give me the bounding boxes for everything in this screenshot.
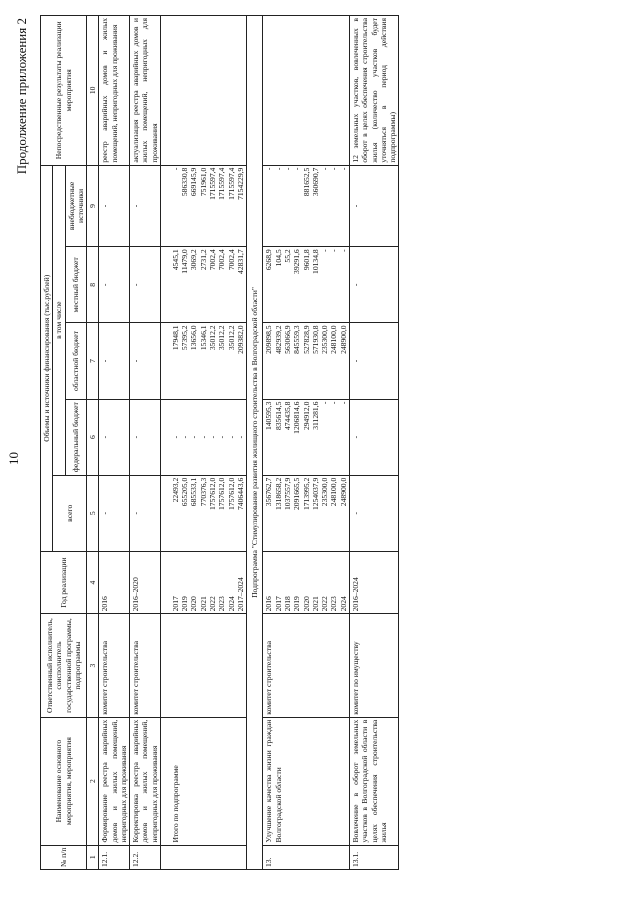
cell-value: 248100,0 (329, 477, 339, 507)
cell-value: 248900,0 (338, 325, 348, 354)
row-executor: комитет строительства (99, 614, 130, 717)
row-federal: - (130, 399, 161, 475)
cell-value: 6268,9 (264, 249, 274, 271)
cell-value: 248900,0 (338, 477, 348, 507)
cell-value: 55,2 (282, 249, 292, 263)
row-local: - (130, 247, 161, 323)
hdr-name: Наименование основного мероприятия, мероприятия (41, 717, 87, 845)
hdr-inclusive: в том числе (53, 165, 65, 475)
subtotal-federal (160, 399, 246, 475)
cell-value: - (329, 167, 339, 171)
cell-value: 1713995,2 (301, 477, 311, 510)
row-result: 12 земельных участков, вовлеченных в оборот в целях обеспечения строительства жилья (количество участков будет уточняться в период действия подпрограммы) (350, 16, 399, 166)
cell-value: 1757612,0 (207, 477, 217, 510)
program-table (40, 15, 399, 870)
cell-value: 11479,0 (180, 249, 190, 274)
hdr-funding: Объемы и источники финансирования (тыс.рублей) (41, 165, 53, 551)
cell-value: 235300,0 (320, 325, 330, 354)
cell-value: 751961,0 (198, 167, 208, 197)
cell-value: 2017 (170, 596, 180, 612)
row-year: 2016 (99, 551, 130, 614)
cell-value: 360690,7 (310, 167, 320, 197)
col-num-2: 2 (87, 717, 99, 845)
row-name: Формирование реестра аварийных домов и жилых помещений, непригодных для проживания (99, 717, 130, 845)
table-row (350, 16, 399, 870)
cell-value: 35012,2 (226, 325, 236, 351)
cell-value: 2023 (217, 596, 227, 612)
row-year: 2016–2020 (130, 551, 161, 614)
cell-value: - (338, 167, 348, 171)
hdr-executor: Ответственный исполнитель, соисполнитель государственной программы, подпрограммы (41, 614, 87, 717)
cell-value: 7002,4 (207, 249, 217, 271)
cell-value: - (189, 435, 199, 439)
hdr-total: всего (53, 475, 87, 551)
cell-value: 39291,6 (292, 249, 302, 274)
cell-value: 7002,4 (217, 249, 227, 271)
cell-value: - (273, 167, 283, 171)
row-year: 2016–2024 (350, 551, 399, 614)
hdr-local: местный бюджет (65, 247, 87, 323)
hdr-extra: внебюджетные источники (65, 165, 87, 247)
cell-value: - (264, 167, 274, 171)
subtotal-years (160, 551, 246, 614)
cell-value: 2016 (264, 596, 274, 612)
cell-value: - (198, 435, 208, 439)
cell-value: 7002,4 (226, 249, 236, 271)
cell-value: - (338, 401, 348, 405)
col-num-5: 5 (87, 475, 99, 551)
row-extra: - (99, 165, 130, 247)
cell-value: 15346,1 (198, 325, 208, 351)
cell-value: 1318658,2 (273, 477, 283, 510)
cell-value: 2018 (282, 596, 292, 612)
row-regional: - (350, 323, 399, 399)
row-executor: комитет по имуществу (350, 614, 399, 717)
cell-value: 685533,1 (189, 477, 199, 507)
subtotal-local (160, 247, 246, 323)
cell-value: 1715597,4 (217, 167, 227, 200)
cell-value: 1037557,9 (282, 477, 292, 510)
row13-federal (263, 399, 350, 475)
row-num: 12.1. (99, 845, 130, 869)
cell-value: 2091665,5 (292, 477, 302, 510)
col-num-6: 6 (87, 399, 99, 475)
cell-value: 845559,3 (292, 325, 302, 354)
row-total: - (350, 475, 399, 551)
col-num-9: 9 (87, 165, 99, 247)
table-row (99, 16, 130, 870)
row-num: 12.2. (130, 845, 161, 869)
cell-value: 235300,0 (320, 477, 330, 507)
page-number: 10 (6, 452, 21, 465)
cell-value: - (320, 401, 330, 405)
subprogram-row (247, 16, 263, 870)
cell-value: 311281,6 (310, 401, 320, 430)
cell-value: - (292, 167, 302, 171)
subtotal-total (160, 475, 246, 551)
row13-total (263, 475, 350, 551)
cell-value: 13656,0 (189, 325, 199, 351)
row-local: - (99, 247, 130, 323)
subtotal-extra (160, 165, 246, 247)
subtotal-row (160, 16, 246, 870)
cell-value: 209382,0 (235, 325, 245, 354)
subtotal-regional (160, 323, 246, 399)
cell-value: - (329, 249, 339, 252)
cell-value: 2021 (198, 596, 208, 612)
cell-value: 527828,9 (301, 325, 311, 354)
row13-years (263, 551, 350, 614)
cell-value: 1715597,4 (207, 167, 217, 200)
cell-value: 7406443,6 (235, 477, 245, 510)
cell-value: - (320, 167, 330, 171)
col-num-8: 8 (87, 247, 99, 323)
cell-value: 1757612,0 (226, 477, 236, 510)
row-extra: - (350, 165, 399, 247)
cell-value: 474435,8 (282, 401, 292, 431)
cell-value: 10134,8 (310, 249, 320, 274)
row-federal: - (350, 399, 399, 475)
col-num-3: 3 (87, 614, 99, 717)
cell-value: 1757612,0 (217, 477, 227, 510)
cell-value: 2017–2024 (235, 577, 245, 612)
cell-value: - (235, 435, 245, 439)
cell-value: 2024 (338, 596, 348, 612)
row-result: актуализация реестра аварийных домов и жилых помещений, непригодных для проживания (130, 16, 161, 166)
cell-value: 1715597,4 (226, 167, 236, 200)
cell-value: 7154229,9 (235, 167, 245, 200)
cell-value: 140595,3 (264, 401, 274, 431)
cell-value: - (282, 167, 292, 171)
cell-value: 209898,5 (264, 325, 274, 354)
cell-value: 571930,8 (310, 325, 320, 354)
cell-value: - (226, 435, 236, 439)
cell-value: - (170, 435, 180, 439)
cell-value: 22493,2 (170, 477, 180, 503)
row-extra: - (130, 165, 161, 247)
cell-value: 294912,0 (301, 401, 311, 431)
cell-value: 655205,0 (180, 477, 190, 507)
cell-value: 563066,9 (282, 325, 292, 354)
row-num: 13. (263, 845, 350, 869)
col-num-1: 1 (87, 845, 99, 869)
cell-value: 17948,1 (170, 325, 180, 351)
hdr-result: Непосредственные результаты реализации мероприятия (41, 16, 87, 166)
hdr-federal: федеральный бюджет (65, 399, 87, 475)
row-name: Вовлечение в оборот земельных участков в Волгоградской области в целях обеспечения строительства жилья (350, 717, 399, 845)
cell-value: 2022 (207, 596, 217, 612)
cell-value: 2021 (310, 596, 320, 612)
cell-value: 482939,2 (273, 325, 283, 354)
col-num-7: 7 (87, 323, 99, 399)
table-row (130, 16, 161, 870)
row-federal: - (99, 399, 130, 475)
cell-value: 2023 (329, 596, 339, 612)
cell-value: - (207, 435, 217, 439)
cell-value: 2020 (189, 596, 199, 612)
hdr-year: Год реализации (41, 551, 87, 614)
subprogram-title: Подпрограмма "Стимулирование развития жилищного строительства в Волгоградской области" (247, 16, 263, 870)
row-total: - (130, 475, 161, 551)
cell-value: 669145,9 (189, 167, 199, 197)
cell-value: 770376,3 (198, 477, 208, 507)
cell-value: 1254037,9 (310, 477, 320, 510)
row-num: 13.1. (350, 845, 399, 869)
row-total: - (99, 475, 130, 551)
cell-value: 42831,7 (235, 249, 245, 274)
cell-value: 2019 (292, 596, 302, 612)
cell-value: 356762,7 (264, 477, 274, 507)
cell-value: 57395,2 (180, 325, 190, 351)
cell-value: - (338, 249, 348, 252)
cell-value: 104,5 (273, 249, 283, 267)
cell-value: - (320, 249, 330, 252)
cell-value: 4545,1 (170, 249, 180, 271)
row-regional: - (130, 323, 161, 399)
cell-value: 881652,5 (301, 167, 311, 197)
cell-value: 586330,8 (180, 167, 190, 197)
row-name: Улучшение качества жизни граждан Волгоградской области (263, 717, 350, 845)
cell-value: 2024 (226, 596, 236, 612)
table-row (263, 16, 350, 870)
hdr-regional: областной бюджет (65, 323, 87, 399)
hdr-num: № п/п (41, 845, 87, 869)
col-num-10: 10 (87, 16, 99, 166)
subtotal-label: Итого по подпрограмме (160, 717, 246, 845)
cell-value: 2022 (320, 596, 330, 612)
cell-value: - (329, 401, 339, 405)
cell-value: 9601,8 (301, 249, 311, 271)
cell-value: 835614,5 (273, 401, 283, 431)
row13-extra (263, 165, 350, 247)
cell-value: - (180, 435, 190, 439)
cell-value: 3069,2 (189, 249, 199, 271)
row13-local (263, 247, 350, 323)
cell-value: 248100,0 (329, 325, 339, 354)
row13-regional (263, 323, 350, 399)
row-executor: комитет строительства (263, 614, 350, 717)
row-regional: - (99, 323, 130, 399)
row-executor: комитет строительства (130, 614, 161, 717)
cell-value: - (170, 167, 180, 171)
cell-value: 2731,2 (198, 249, 208, 271)
row-result: реестр аварийных домов и жилых помещений, непригодных для проживания (99, 16, 130, 166)
cell-value: 35012,2 (217, 325, 227, 351)
cell-value: 2017 (273, 596, 283, 612)
cell-value: 2020 (301, 596, 311, 612)
appendix-label: Продолжение приложения 2 (14, 18, 29, 175)
row-name: Корректировка реестра аварийных домов и жилых помещений, непригодных для проживания (130, 717, 161, 845)
row-local: - (350, 247, 399, 323)
cell-value: 2019 (180, 596, 190, 612)
cell-value: 1206814,6 (292, 401, 302, 434)
col-num-4: 4 (87, 551, 99, 614)
cell-value: - (217, 435, 227, 439)
cell-value: 35012,2 (207, 325, 217, 351)
